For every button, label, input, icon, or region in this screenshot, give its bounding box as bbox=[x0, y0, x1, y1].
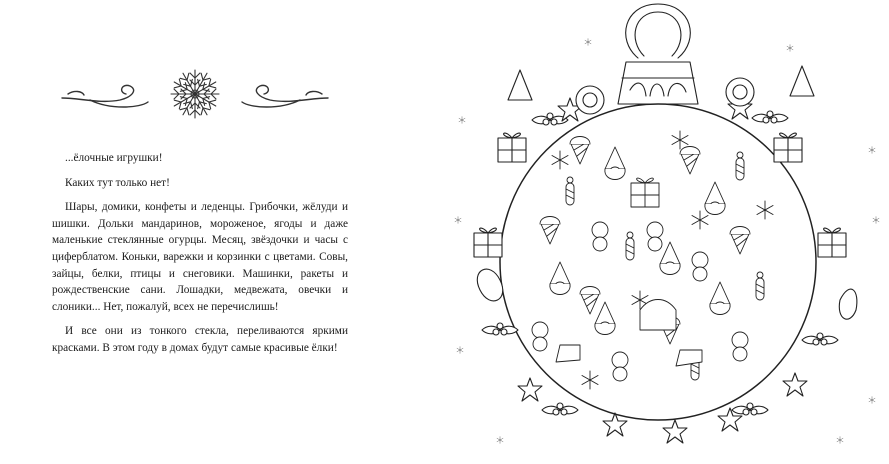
snowflake-divider-ornament bbox=[60, 64, 330, 120]
paragraph-intro: ...ёлочные игрушки! bbox=[65, 152, 163, 164]
paragraph-list: Шары, домики, конфеты и леденцы. Грибочки, жёлуди и шишки. Дольки мандаринов, мороженое, ягоды и даже маленькие стеклянные огурцы. Месяц, звёздочки и часы с циферблатом. Коньки, варежки и корзинки с цветами. Совы, зайцы, белки, птицы и снеговики. Машинки, ракеты и рождественские сани. Лошадки, медвежата, овечки и слоники... Нет, пожалуй, всех не перечислишь! bbox=[52, 201, 348, 313]
paragraph-exclaim: Каких тут только нет! bbox=[65, 176, 170, 189]
paragraph-ending: И все они из тонкого стекла, переливаются яркими красками. В этом году в домах будут самые красивые ёлки! bbox=[52, 325, 348, 354]
right-page bbox=[440, 0, 889, 464]
left-page bbox=[0, 0, 440, 464]
story-text bbox=[52, 150, 348, 357]
ornament-ball-illustration bbox=[440, 0, 889, 464]
